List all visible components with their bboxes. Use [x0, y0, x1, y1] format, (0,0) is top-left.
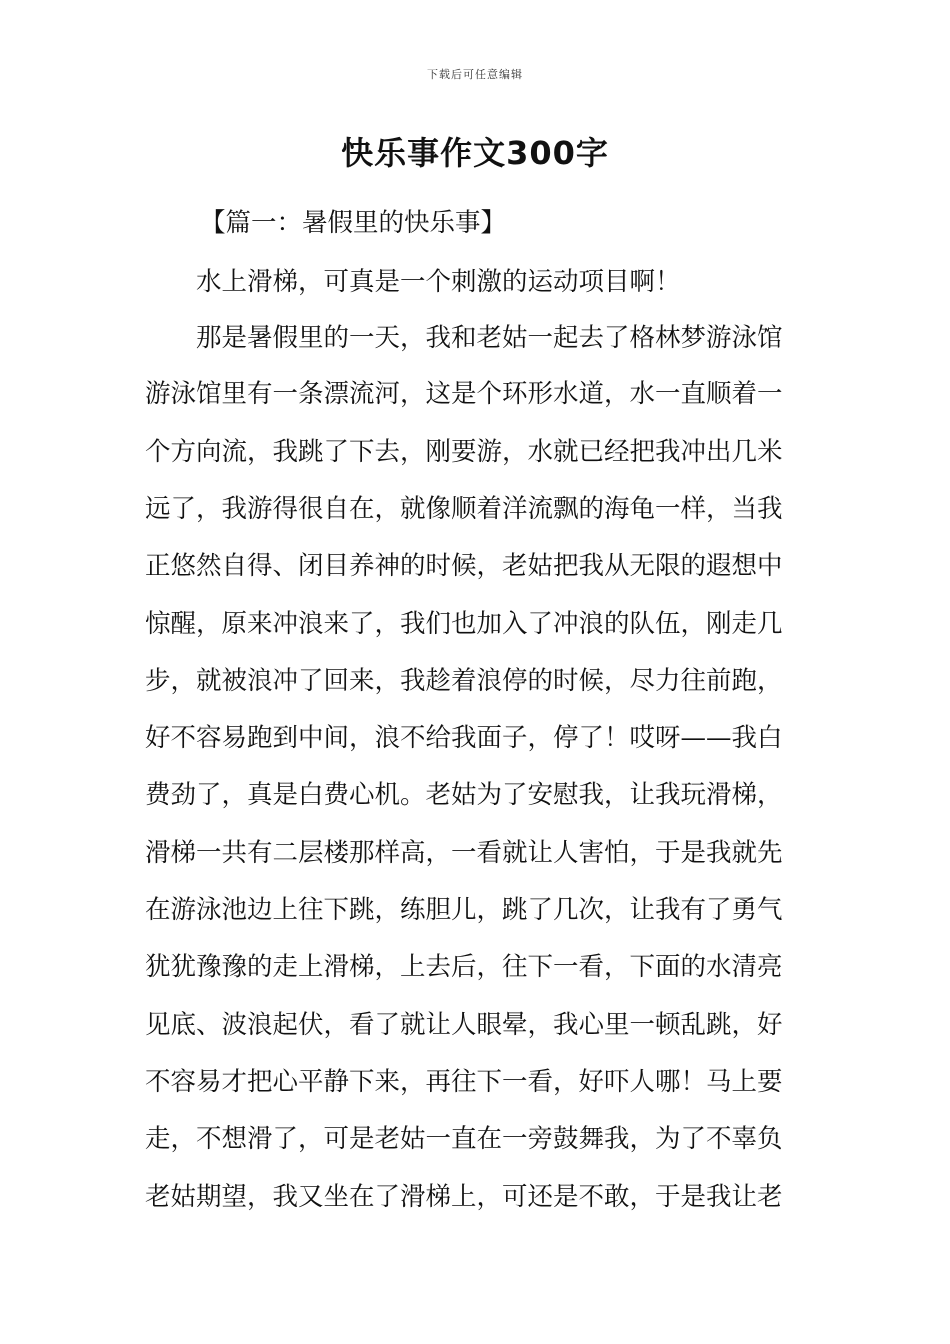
paragraph-line: 不容易才把心平静下来，再往下一看，好吓人哪！马上要 — [145, 1067, 783, 1097]
paragraph-line: 费劲了，真是白费心机。老姑为了安慰我，让我玩滑梯， — [145, 780, 783, 810]
paragraph-line: 个方向流，我跳了下去，刚要游，水就已经把我冲出几米 — [145, 437, 783, 467]
paragraph-line: 那是暑假里的一天，我和老姑一起去了格林梦游泳馆 — [196, 323, 783, 353]
paragraph-line: 老姑期望，我又坐在了滑梯上，可还是不敢，于是我让老 — [145, 1182, 783, 1212]
paragraph-line: 好不容易跑到中间，浪不给我面子，停了！哎呀——我白 — [145, 723, 783, 753]
paragraph-line: 在游泳池边上往下跳，练胆儿，跳了几次，让我有了勇气 — [145, 895, 783, 925]
header-note: 下载后可任意编辑 — [427, 68, 523, 81]
paragraph-line: 见底、波浪起伏，看了就让人眼晕，我心里一顿乱跳，好 — [145, 1010, 783, 1040]
intro-line: 水上滑梯，可真是一个刺激的运动项目啊！ — [196, 267, 681, 297]
paragraph-line: 惊醒，原来冲浪来了，我们也加入了冲浪的队伍，刚走几 — [145, 609, 783, 639]
paragraph-line: 游泳馆里有一条漂流河，这是个环形水道，水一直顺着一 — [145, 379, 783, 409]
paragraph-line: 走，不想滑了，可是老姑一直在一旁鼓舞我，为了不辜负 — [145, 1124, 783, 1154]
paragraph-line: 步，就被浪冲了回来，我趁着浪停的时候，尽力往前跑， — [145, 666, 783, 696]
paragraph-line: 滑梯一共有二层楼那样高，一看就让人害怕，于是我就先 — [145, 838, 783, 868]
paragraph-line: 正悠然自得、闭目养神的时候，老姑把我从无限的遐想中 — [145, 551, 783, 581]
paragraph-line: 远了，我游得很自在，就像顺着洋流飘的海龟一样，当我 — [145, 494, 783, 524]
paragraph-line: 犹犹豫豫的走上滑梯，上去后，往下一看，下面的水清亮 — [145, 952, 783, 982]
document-title: 快乐事作文300字 — [341, 134, 609, 172]
section-heading: 【篇一：暑假里的快乐事】 — [200, 208, 507, 238]
